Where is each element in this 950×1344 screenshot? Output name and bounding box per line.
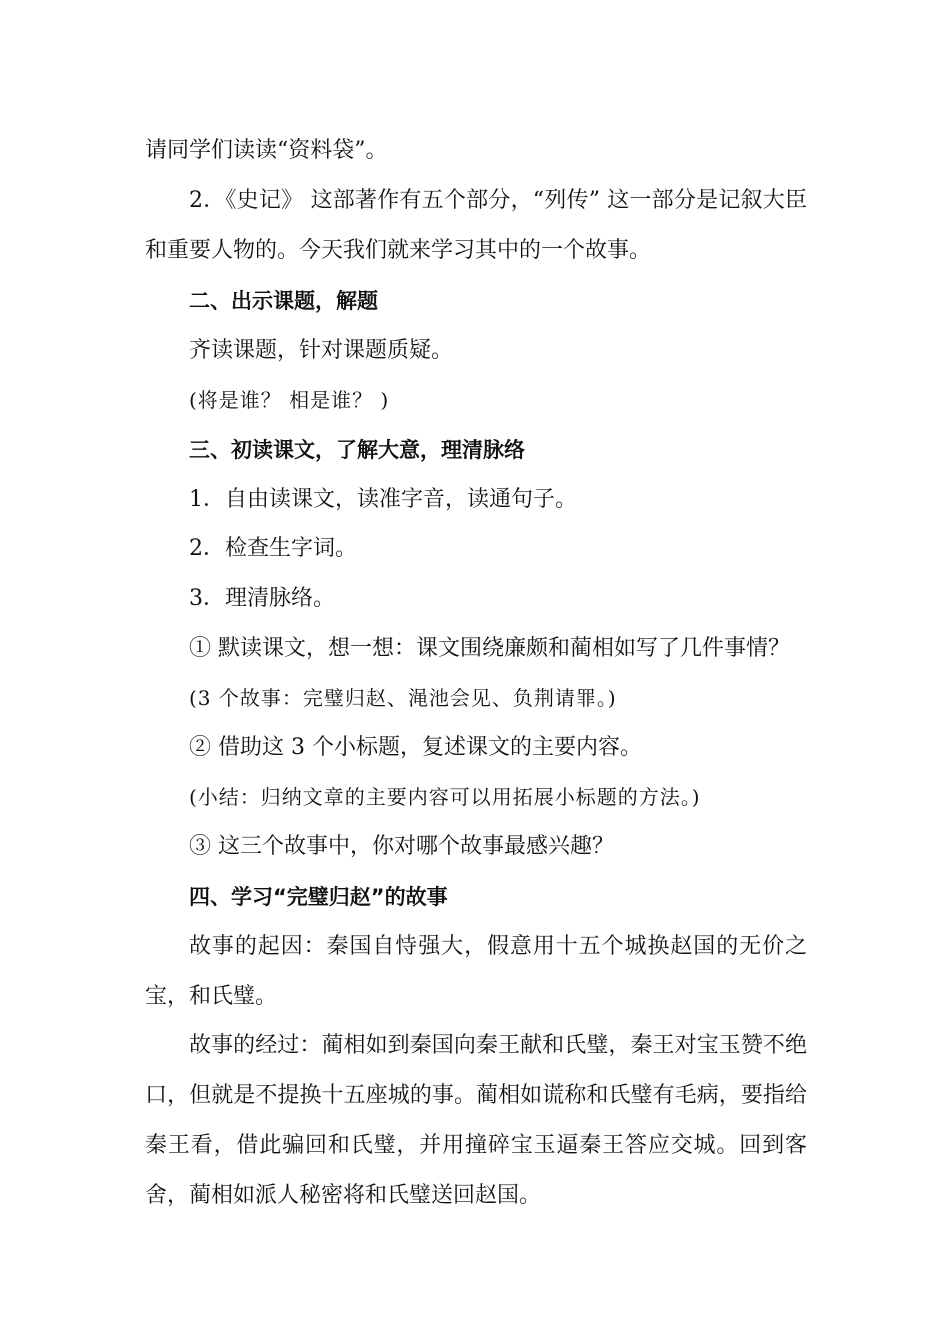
paragraph-shiji-intro: 2．《史记》 这部著作有五个部分，“列传” 这一部分是记叙大臣和重要人物的。今天我们就来学习其中的一个故事。 <box>145 188 807 263</box>
note-three-stories: (3 个故事：完璧归赵、渑池会见、负荆请罪。) <box>189 686 617 710</box>
list-item-2: 2．检查生字词。 <box>189 536 357 561</box>
paragraph-read-title: 齐读课题，针对课题质疑。 <box>189 338 454 363</box>
paragraph-story-process: 故事的经过：蔺相如到秦国向秦王献和氏璧，秦王对宝玉赞不绝口，但就是不提换十五座城的事。蔺相如谎称和氏璧有毛病，要指给秦王看，借此骗回和氏璧，并用撞碎宝玉逼秦王答应交城。回到客舍，蔺相如派人秘密将和氏璧送回赵国。 <box>145 1033 807 1208</box>
list-item-3: 3．理清脉络。 <box>189 586 335 611</box>
paragraph-intro-material: 请同学们读读“资料袋”。 <box>145 138 388 163</box>
note-summary: (小结：归纳文章的主要内容可以用拓展小标题的方法。) <box>189 785 701 809</box>
section-heading-3: 三、初读课文，了解大意，理清脉络 <box>189 438 525 462</box>
sub-item-3: ③ 这三个故事中，你对哪个故事最感兴趣？ <box>189 834 614 859</box>
paragraph-question-note: (将是谁？ 相是谁？ ) <box>189 388 390 412</box>
section-heading-4: 四、学习“完璧归赵”的故事 <box>189 885 448 909</box>
sub-item-1: ① 默读课文，想一想：课文围绕廉颇和蔺相如写了几件事情？ <box>189 636 790 661</box>
paragraph-story-cause: 故事的起因：秦国自恃强大，假意用十五个城换赵国的无价之宝，和氏璧。 <box>145 934 807 1009</box>
sub-item-2: ② 借助这 3 个小标题，复述课文的主要内容。 <box>189 735 642 760</box>
list-item-1: 1．自由读课文，读准字音，读通句子。 <box>189 487 577 512</box>
section-heading-2: 二、出示课题，解题 <box>189 289 378 313</box>
